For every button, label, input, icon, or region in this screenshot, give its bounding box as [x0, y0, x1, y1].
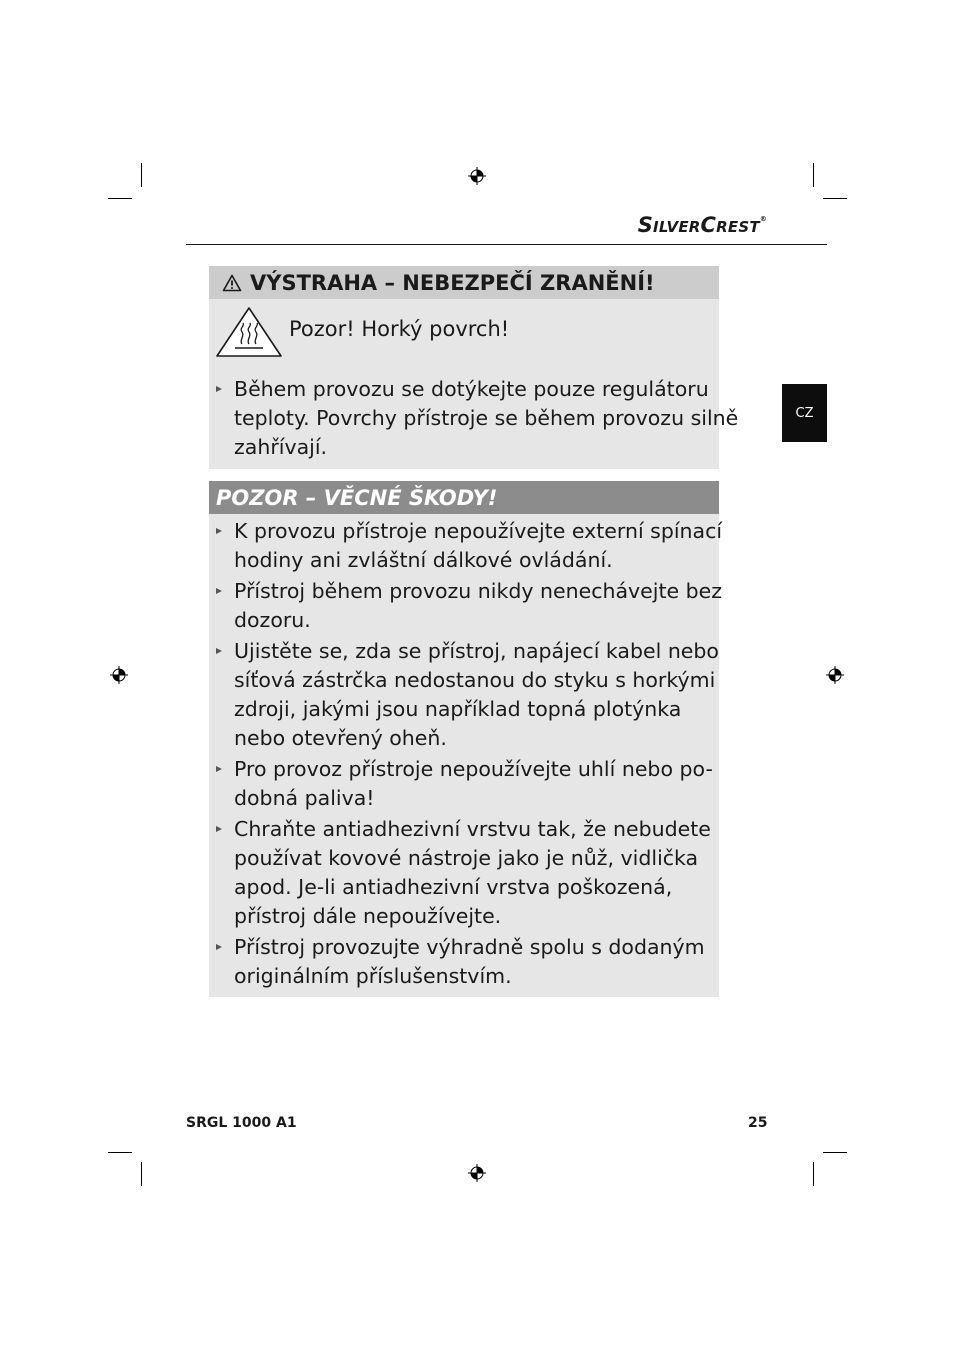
crop-mark — [823, 1152, 847, 1153]
crop-mark — [813, 163, 814, 187]
brand-part: REST — [716, 218, 760, 236]
crop-mark — [141, 1162, 142, 1186]
registration-mark-icon — [468, 167, 486, 185]
page-number: 25 — [748, 1115, 768, 1131]
bullet-arrow-icon — [216, 766, 222, 772]
hot-surface-label: Pozor! Horký povrch! — [289, 317, 510, 341]
list-item: Přístroj provozujte výhradně spolu s dodaným originálním příslušenstvím. — [214, 933, 714, 991]
bullet-arrow-icon — [216, 648, 222, 654]
model-number: SRGL 1000 A1 — [186, 1115, 297, 1131]
list-item: Během provozu se dotýkejte pouze regulátoru teploty. Povrchy přístroje se během provozu silně zahřívají. — [214, 375, 714, 462]
warning-title: VÝSTRAHA – NEBEZPEČÍ ZRANĚNÍ! — [250, 270, 655, 295]
caution-header — [209, 481, 719, 514]
header-rule — [186, 244, 827, 245]
crop-mark — [141, 163, 142, 187]
bullet-arrow-icon — [216, 528, 222, 534]
brand-logo — [638, 213, 767, 237]
caution-list — [214, 517, 723, 991]
list-item: Ujistěte se, zda se přístroj, napájecí kabel nebo síťová zástrčka nedostanou do styku s horkými zdroji, jakými jsou například topná plotýnka nebo otevřený oheň. — [214, 637, 714, 753]
brand-initial: S — [637, 213, 654, 237]
bullet-arrow-icon — [216, 944, 222, 950]
caution-title: POZOR – VĚCNÉ ŠKODY! — [216, 485, 498, 510]
registration-mark-icon — [826, 666, 844, 684]
crop-mark — [108, 198, 132, 199]
registered-mark: ® — [759, 215, 767, 223]
list-item: Přístroj během provozu nikdy nenechávejte bez dozoru. — [214, 577, 714, 635]
registration-mark-icon — [110, 666, 128, 684]
crop-mark — [813, 1162, 814, 1186]
language-tab — [782, 384, 827, 442]
warning-header — [209, 266, 719, 299]
list-item: Chraňte antiadhezivní vrstvu tak, že nebudete používat kovové nástroje jako je nůž, vidlička apod. Je-li antiadhezivní vrstva poškozená, přístroj dále nepoužívejte. — [214, 815, 714, 931]
bullet-arrow-icon — [216, 826, 222, 832]
list-item: K provozu přístroje nepoužívejte externí spínací hodiny ani zvláštní dálkové ovládání. — [214, 517, 714, 575]
language-code: CZ — [795, 405, 814, 421]
registration-mark-icon — [468, 1164, 486, 1182]
bullet-arrow-icon — [216, 588, 222, 594]
crop-mark — [108, 1152, 132, 1153]
warning-triangle-icon — [222, 274, 242, 292]
hot-surface-icon — [215, 306, 283, 358]
bullet-arrow-icon — [216, 386, 222, 392]
crop-mark — [823, 198, 847, 199]
brand-initial: C — [700, 213, 717, 237]
list-item: Pro provoz přístroje nepoužívejte uhlí nebo po- dobná paliva! — [214, 755, 714, 813]
brand-part: ILVER — [653, 218, 701, 236]
warning-list — [214, 375, 739, 462]
